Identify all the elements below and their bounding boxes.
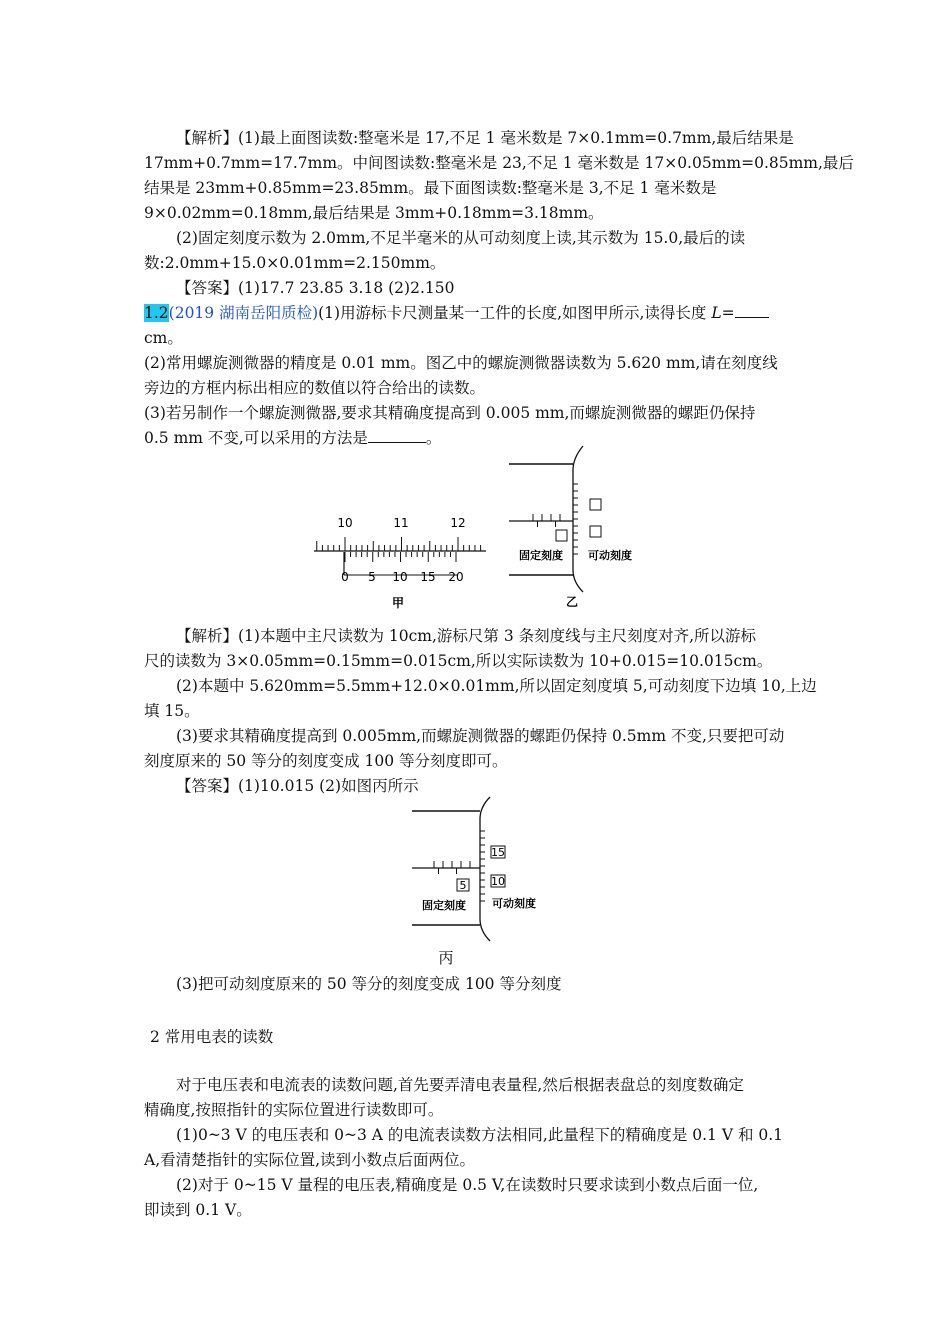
answer-line-1: 【答案】(1)17.7 23.85 3.18 (2)2.150 [176, 279, 455, 297]
micrometer-figure-bing [408, 795, 558, 970]
analysis-line-4: 9×0.02mm=0.18mm,最后结果是 3mm+0.18mm=3.18mm。 [144, 204, 604, 222]
drum-upper-value: 15 [491, 846, 505, 859]
answer3-line: (3)把可动刻度原来的 50 等分的刻度变成 100 等分刻度 [176, 975, 562, 993]
fixed-scale-label: 固定刻度 [422, 899, 466, 912]
analysis2-line-6: 刻度原来的 50 等分的刻度变成 100 等分刻度即可。 [144, 752, 508, 770]
analysis-line-6: 数:2.0mm+15.0×0.01mm=2.150mm。 [144, 254, 446, 272]
analysis-line-1: 【解析】(1)最上面图读数:整毫米是 17,不足 1 毫米数是 7×0.1mm=0.7mm,最后结果是 [176, 129, 794, 147]
vernier-caliper-figure [300, 505, 500, 615]
section-heading: 2 常用电表的读数 [150, 1028, 274, 1046]
answer-blank [735, 303, 769, 318]
question-line-6: 0.5 mm 不变,可以采用的方法是 。 [144, 429, 442, 447]
main-scale-label-10: 10 [337, 516, 353, 530]
vernier-label-20: 20 [448, 570, 464, 584]
analysis2-line-1: 【解析】(1)本题中主尺读数为 10cm,游标尺第 3 条刻度线与主尺刻度对齐,所以游标 [176, 627, 757, 645]
question-tag: 1.2 [144, 304, 169, 322]
fixed-scale-value: 5 [459, 879, 467, 892]
section-para-line-6: 即读到 0.1 V。 [144, 1201, 252, 1219]
main-scale-label-11: 11 [393, 516, 409, 530]
question-line-4: 旁边的方框内标出相应的数值以符合给出的读数。 [144, 379, 486, 397]
movable-scale-label: 可动刻度 [588, 549, 632, 562]
answer2-line: 【答案】(1)10.015 (2)如图丙所示 [176, 777, 419, 795]
vernier-label-10: 10 [392, 570, 408, 584]
drum-lower-box [590, 526, 601, 537]
analysis-line-5: (2)固定刻度示数为 2.0mm,不足半毫米的从可动刻度上读,其示数为 15.0,最后的读 [176, 229, 746, 247]
question-source: (2019 湖南岳阳质检) [168, 304, 319, 322]
drum-upper-box [590, 499, 601, 510]
question-line-5: (3)若另制作一个螺旋测微器,要求其精确度提高到 0.005 mm,而螺旋测微器的螺距仍保持 [144, 404, 756, 422]
analysis2-line-5: (3)要求其精确度提高到 0.005mm,而螺旋测微器的螺距仍保持 0.5mm 不变,只要把可动 [176, 727, 785, 745]
drum-lower-value: 10 [491, 875, 505, 888]
question-line-3: (2)常用螺旋测微器的精度是 0.01 mm。图乙中的螺旋测微器读数为 5.620 mm,请在刻度线 [144, 354, 778, 372]
analysis-line-2: 17mm+0.7mm=17.7mm。中间图读数:整毫米是 23,不足 1 毫米数是 17×0.05mm=0.85mm,最后 [144, 154, 854, 172]
section-para-line-5: (2)对于 0~15 V 量程的电压表,精确度是 0.5 V,在读数时只要求读到小数点后面一位, [176, 1176, 759, 1194]
analysis2-line-2: 尺的读数为 3×0.05mm=0.15mm=0.015cm,所以实际读数为 10+0.015=10.015cm。 [144, 652, 773, 670]
section-para-line-4: A,看清楚指针的实际位置,读到小数点后面两位。 [144, 1151, 476, 1169]
main-scale-label-12: 12 [450, 516, 466, 530]
fixed-scale-label: 固定刻度 [519, 549, 563, 562]
analysis2-line-3: (2)本题中 5.620mm=5.5mm+12.0×0.01mm,所以固定刻度填 5,可动刻度下边填 10,上边 [176, 677, 817, 695]
fixed-scale-box [556, 530, 567, 541]
method-blank [368, 428, 426, 443]
micrometer-figure-yi [505, 440, 645, 615]
section-para-line-1: 对于电压表和电流表的读数问题,首先要弄清电表量程,然后根据表盘总的刻度数确定 [176, 1076, 744, 1094]
figure-caption-yi: 乙 [565, 595, 579, 609]
vernier-label-15: 15 [420, 570, 436, 584]
analysis-line-3: 结果是 23mm+0.85mm=23.85mm。最下面图读数:整毫米是 3,不足 1 毫米数是 [144, 179, 717, 197]
section-para-line-2: 精确度,按照指针的实际位置进行读数即可。 [144, 1101, 444, 1119]
vernier-label-5: 5 [368, 570, 376, 584]
question-line-1: 1.2(2019 湖南岳阳质检)(1)用游标卡尺测量某一工件的长度,如图甲所示,读得长度 L= [144, 301, 769, 325]
analysis2-line-4: 填 15。 [144, 702, 200, 720]
figure-caption-bing: 丙 [438, 949, 454, 967]
figure-caption-jia: 甲 [391, 596, 405, 610]
vernier-label-0: 0 [341, 570, 349, 584]
movable-scale-label: 可动刻度 [492, 897, 536, 910]
section-para-line-3: (1)0~3 V 的电压表和 0~3 A 的电流表读数方法相同,此量程下的精确度是 0.1 V 和 0.1 [176, 1126, 784, 1144]
question-line-2: cm。 [144, 329, 183, 347]
